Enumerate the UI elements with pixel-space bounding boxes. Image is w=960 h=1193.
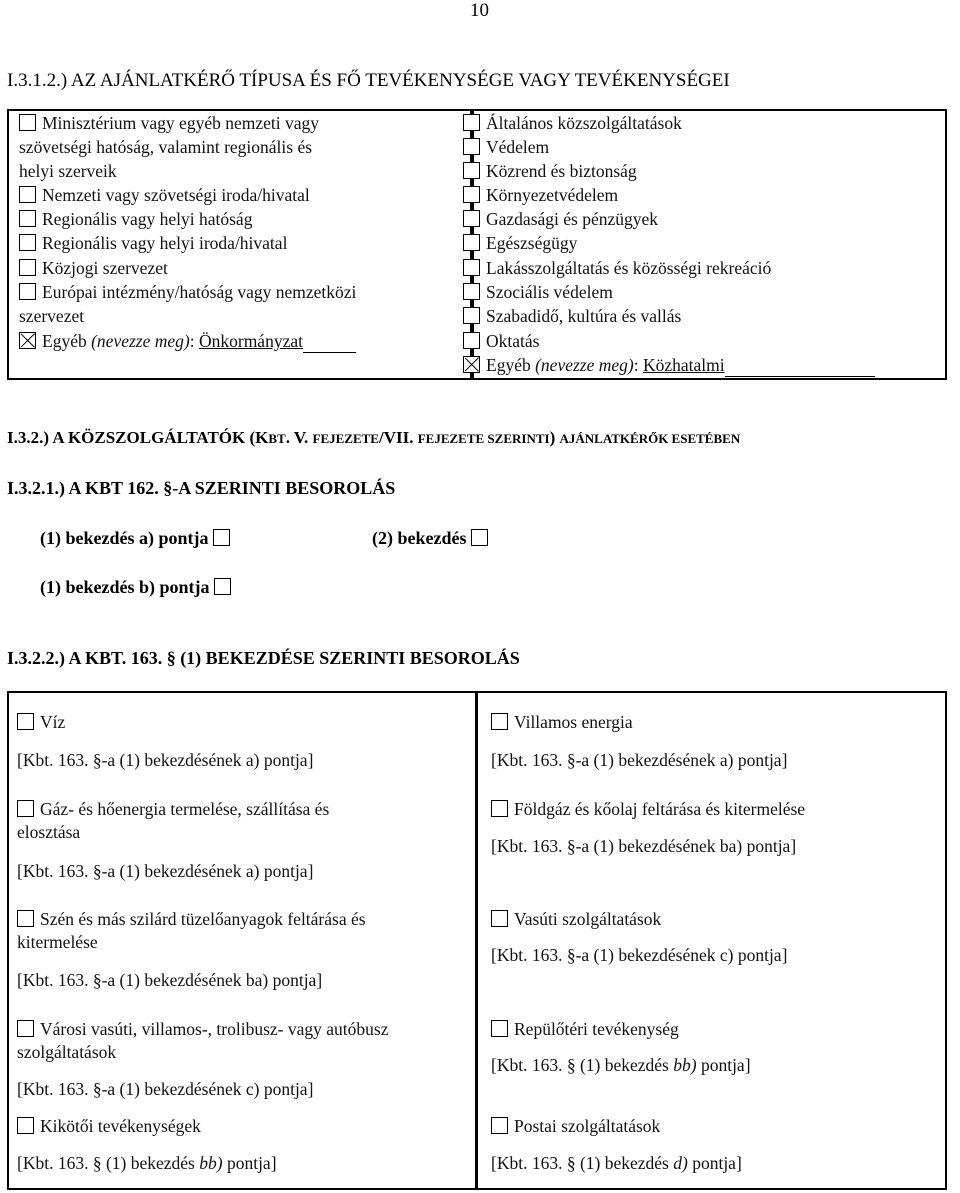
utility-ref: [Kbt. 163. §-a (1) bekezdésének c) pontja] bbox=[17, 1079, 314, 1099]
option-162-2: (2) bekezdés bbox=[372, 528, 494, 549]
checkbox-activity[interactable] bbox=[463, 283, 480, 300]
column-divider bbox=[475, 691, 478, 1190]
activity-economic-financial: Gazdasági és pénzügyek bbox=[463, 207, 658, 231]
section-I322-heading: I.3.2.2.) A KBT. 163. § (1) BEKEZDÉSE SZERINTI BESOROLÁS bbox=[7, 648, 520, 668]
option-other-left: Egyéb (nevezze meg): Önkormányzat bbox=[19, 329, 356, 353]
other-left-value: Önkormányzat bbox=[198, 331, 303, 351]
activity-defence: Védelem bbox=[463, 135, 549, 159]
other-right-value: Közhatalmi bbox=[642, 355, 725, 375]
utility-ref: [Kbt. 163. §-a (1) bekezdésének a) pontja] bbox=[17, 861, 314, 881]
checkbox-activity[interactable] bbox=[463, 210, 480, 227]
utilities-classification-box bbox=[7, 691, 947, 1190]
utility-postal: Postai szolgáltatások bbox=[491, 1115, 660, 1138]
option-public-law-body: Közjogi szervezet bbox=[19, 256, 168, 280]
checkbox-activity[interactable] bbox=[463, 162, 480, 179]
checkbox-utility[interactable] bbox=[491, 910, 508, 927]
checkbox-eu-institution[interactable] bbox=[19, 283, 36, 300]
activity-housing: Lakásszolgáltatás és közösségi rekreáció bbox=[463, 256, 771, 280]
checkbox-utility[interactable] bbox=[491, 713, 508, 730]
option-regional-authority: Regionális vagy helyi hatóság bbox=[19, 207, 252, 231]
utility-airport: Repülőtéri tevékenység bbox=[491, 1018, 679, 1041]
utility-ref: [Kbt. 163. § (1) bekezdés d) pontja] bbox=[491, 1153, 742, 1173]
checkbox-activity[interactable] bbox=[463, 234, 480, 251]
utility-ref: [Kbt. 163. §-a (1) bekezdésének ba) pontja] bbox=[17, 970, 323, 990]
checkbox-activity-other-checked[interactable] bbox=[463, 356, 480, 373]
checkbox-regional-office[interactable] bbox=[19, 234, 36, 251]
authority-type-box bbox=[7, 109, 947, 380]
checkbox-other-left-checked[interactable] bbox=[19, 332, 36, 349]
activity-health: Egészségügy bbox=[463, 231, 577, 255]
checkbox-activity[interactable] bbox=[463, 332, 480, 349]
activity-recreation: Szabadidő, kultúra és vallás bbox=[463, 304, 681, 328]
option-162-1b: (1) bekezdés b) pontja bbox=[40, 577, 237, 598]
utility-urban-transport: Városi vasúti, villamos-, trolibusz- vagy autóbusz szolgáltatások bbox=[17, 1019, 389, 1062]
section-I32-heading: I.3.2.) A KÖZSZOLGÁLTATÓK (KBT. V. FEJEZETE/VII. FEJEZETE SZERINTI) AJÁNLATKÉRŐK ESETÉBEN bbox=[7, 428, 741, 447]
utility-ref: [Kbt. 163. § (1) bekezdés bb) pontja] bbox=[17, 1153, 277, 1173]
checkbox-162-1a[interactable] bbox=[213, 529, 230, 546]
utility-ref: [Kbt. 163. §-a (1) bekezdésének a) pontja] bbox=[491, 750, 788, 770]
checkbox-utility[interactable] bbox=[17, 800, 34, 817]
utility-electricity: Villamos energia bbox=[491, 711, 633, 734]
activity-other: Egyéb (nevezze meg): Közhatalmi bbox=[463, 353, 875, 377]
checkbox-utility[interactable] bbox=[17, 1020, 34, 1037]
checkbox-utility[interactable] bbox=[491, 1117, 508, 1134]
checkbox-162-2[interactable] bbox=[471, 529, 488, 546]
checkbox-activity[interactable] bbox=[463, 114, 480, 131]
utility-coal: Szén és más szilárd tüzelőanyagok feltárása és kitermelése bbox=[17, 909, 366, 952]
activity-environment: Környezetvédelem bbox=[463, 183, 618, 207]
option-regional-office: Regionális vagy helyi iroda/hivatal bbox=[19, 231, 287, 255]
checkbox-ministry[interactable] bbox=[19, 114, 36, 131]
option-162-1a: (1) bekezdés a) pontja bbox=[40, 528, 236, 549]
checkbox-activity[interactable] bbox=[463, 259, 480, 276]
activity-general-public-services: Általános közszolgáltatások bbox=[463, 111, 682, 135]
checkbox-utility[interactable] bbox=[491, 1020, 508, 1037]
utility-gas-oil: Földgáz és kőolaj feltárása és kitermelése bbox=[491, 798, 805, 821]
activity-education: Oktatás bbox=[463, 329, 539, 353]
utility-ref: [Kbt. 163. §-a (1) bekezdésének a) pontja] bbox=[17, 750, 314, 770]
utility-ref: [Kbt. 163. §-a (1) bekezdésének c) pontja] bbox=[491, 945, 788, 965]
activity-public-order: Közrend és biztonság bbox=[463, 159, 637, 183]
checkbox-public-law-body[interactable] bbox=[19, 259, 36, 276]
checkbox-activity[interactable] bbox=[463, 138, 480, 155]
checkbox-national-office[interactable] bbox=[19, 186, 36, 203]
checkbox-utility[interactable] bbox=[491, 800, 508, 817]
checkbox-utility[interactable] bbox=[17, 713, 34, 730]
checkbox-utility[interactable] bbox=[17, 910, 34, 927]
checkbox-utility[interactable] bbox=[17, 1117, 34, 1134]
option-ministry: Minisztérium vagy egyéb nemzeti vagy szövetségi hatóság, valamint regionális és helyi szerveik bbox=[19, 113, 320, 181]
checkbox-activity[interactable] bbox=[463, 186, 480, 203]
option-national-office: Nemzeti vagy szövetségi iroda/hivatal bbox=[19, 183, 310, 207]
utility-ref: [Kbt. 163. § (1) bekezdés bb) pontja] bbox=[491, 1055, 751, 1075]
checkbox-activity[interactable] bbox=[463, 307, 480, 324]
checkbox-162-1b[interactable] bbox=[214, 578, 231, 595]
activity-social-protection: Szociális védelem bbox=[463, 280, 613, 304]
utility-port: Kikötői tevékenységek bbox=[17, 1115, 201, 1138]
utility-ref: [Kbt. 163. §-a (1) bekezdésének ba) pontja] bbox=[491, 836, 797, 856]
option-eu-institution: Európai intézmény/hatóság vagy nemzetközi szervezet bbox=[19, 282, 357, 326]
section-I312-heading: I.3.1.2.) AZ AJÁNLATKÉRŐ TÍPUSA ÉS FŐ TEVÉKENYSÉGE VAGY TEVÉKENYSÉGEI bbox=[7, 70, 730, 91]
page-number: 10 bbox=[470, 0, 489, 21]
utility-gas-heat: Gáz- és hőenergia termelése, szállítása és elosztása bbox=[17, 799, 330, 842]
section-I321-heading: I.3.2.1.) A KBT 162. §-A SZERINTI BESOROLÁS bbox=[7, 478, 396, 498]
utility-railway: Vasúti szolgáltatások bbox=[491, 908, 661, 931]
checkbox-regional-authority[interactable] bbox=[19, 210, 36, 227]
utility-water: Víz bbox=[17, 711, 65, 734]
